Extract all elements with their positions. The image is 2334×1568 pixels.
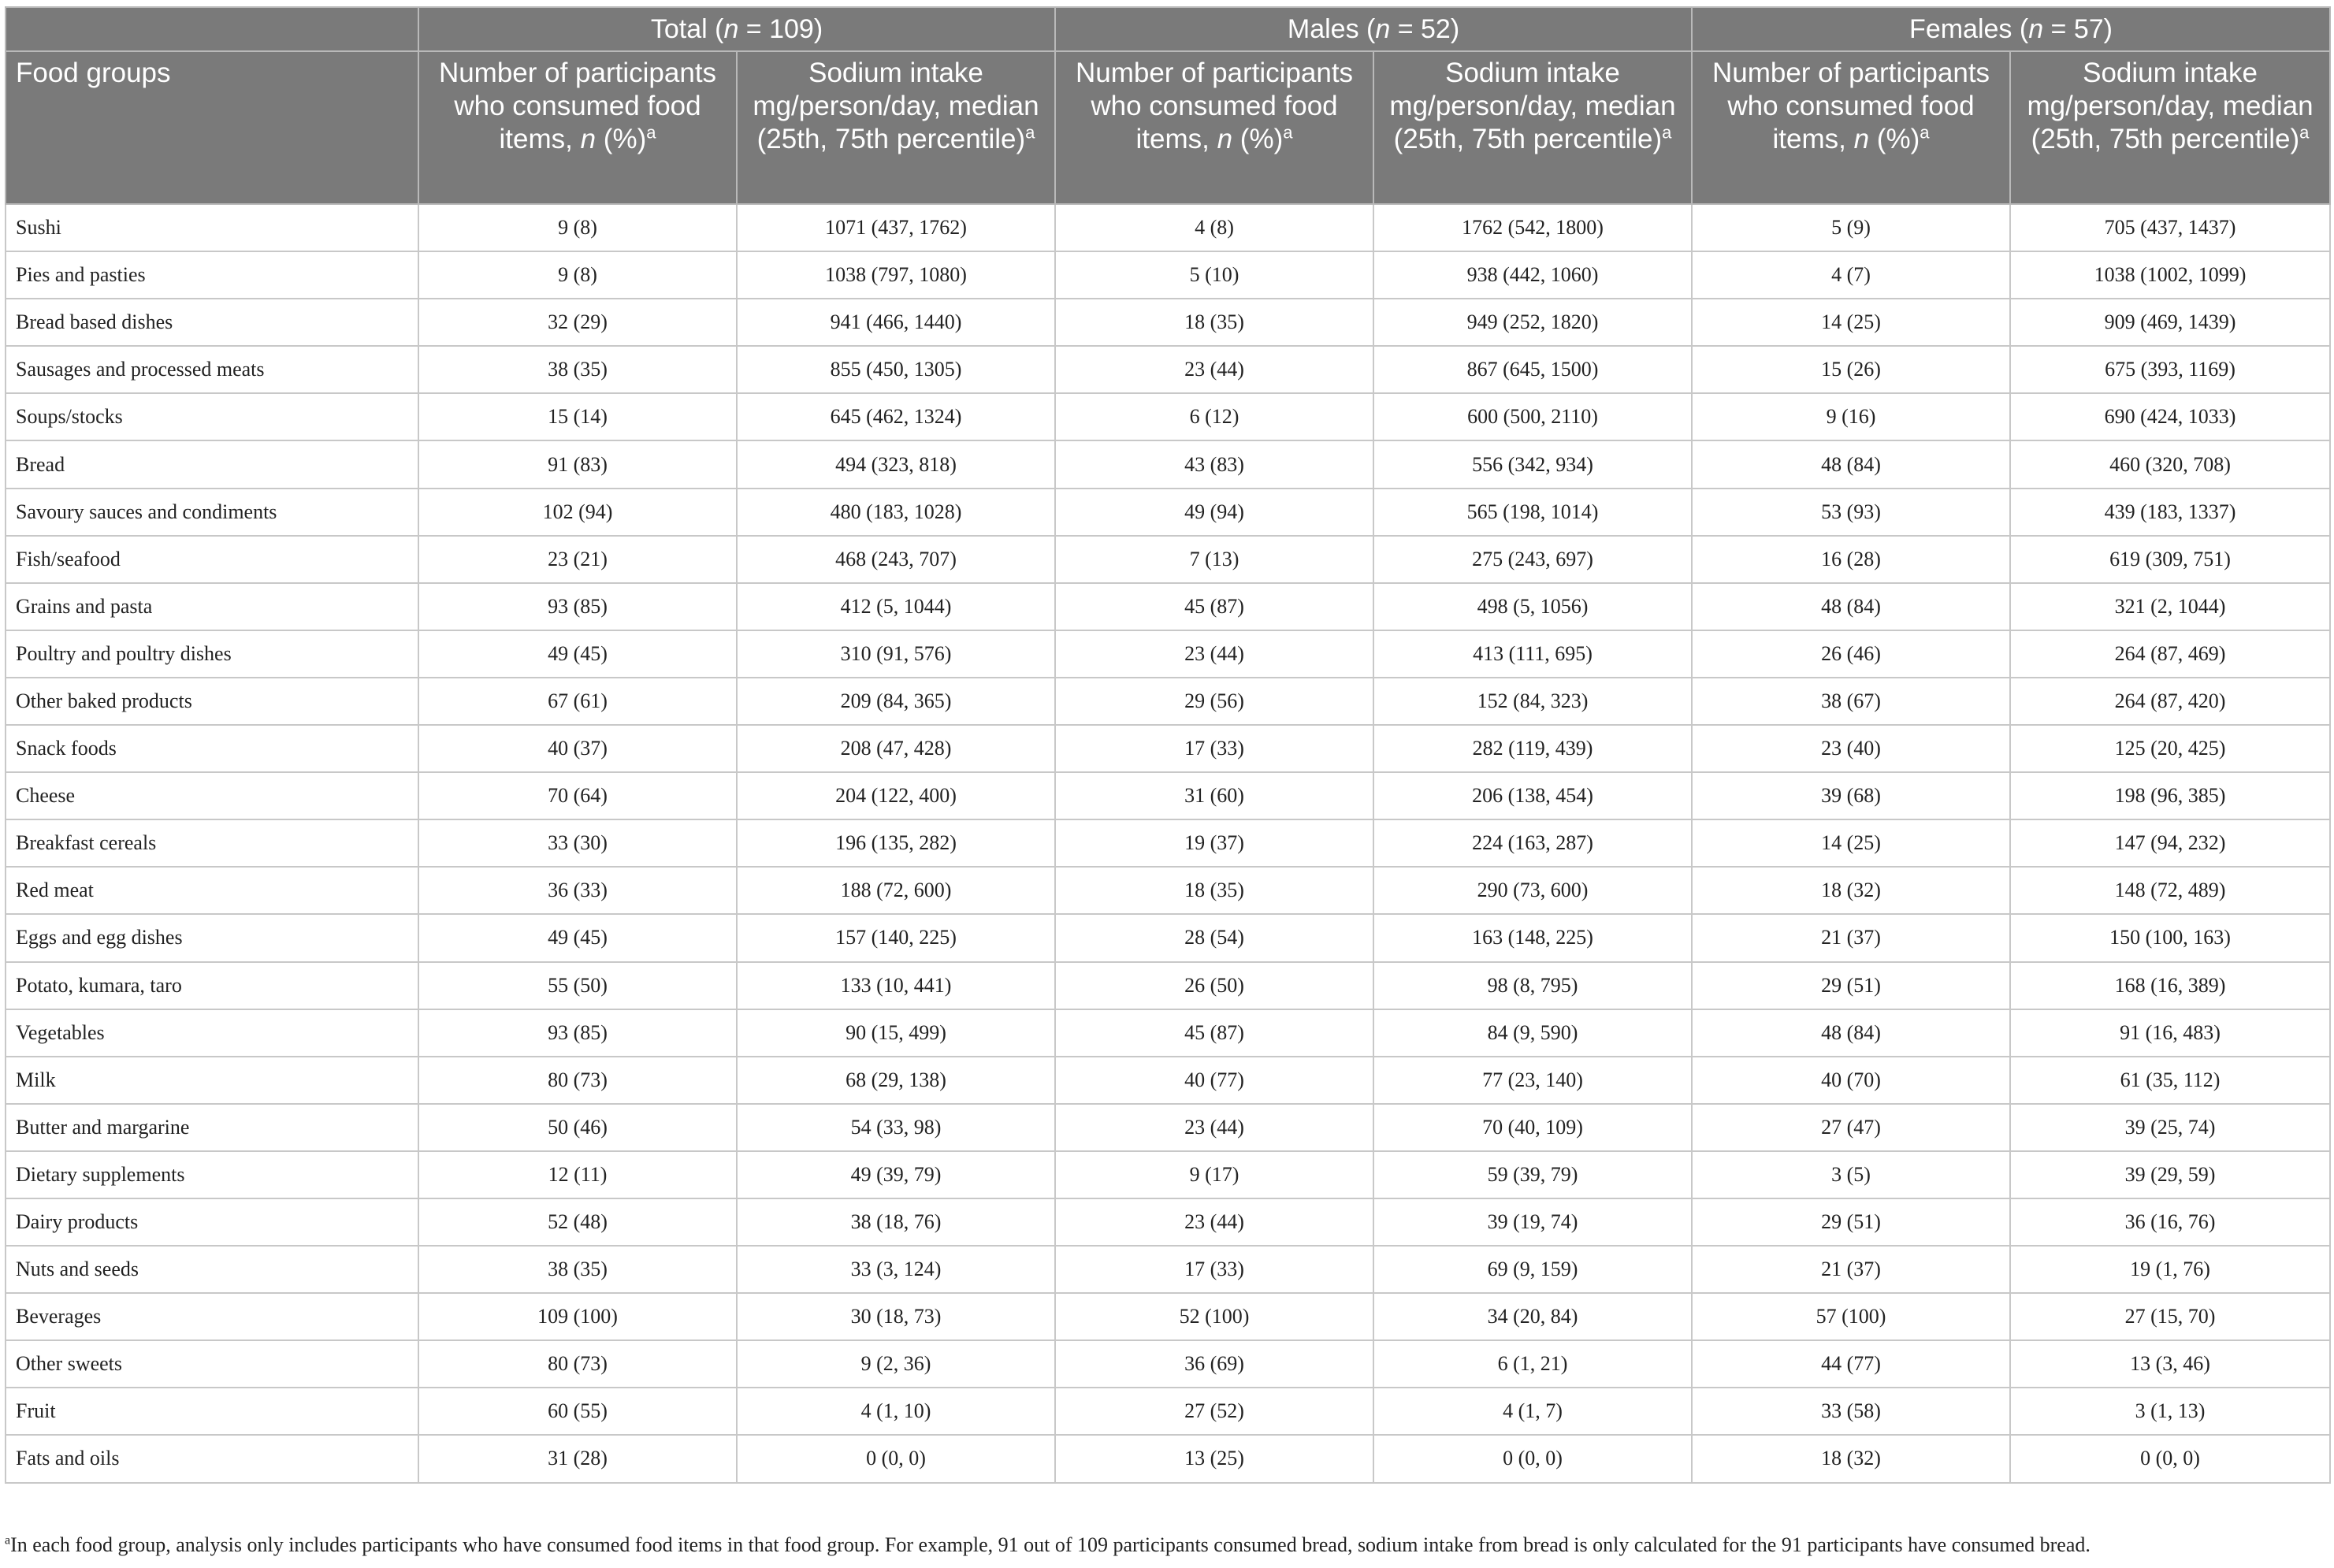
- table-row: [6, 1104, 2330, 1151]
- females-count-cell: 16 (28): [1692, 536, 2010, 583]
- table-row: [6, 489, 2330, 536]
- females-count-cell: 3 (5): [1692, 1151, 2010, 1198]
- table-row: [6, 1293, 2330, 1340]
- food-group-cell: Other baked products: [6, 678, 418, 725]
- table-row: [6, 772, 2330, 819]
- males-sodium-cell: 34 (20, 84): [1373, 1293, 1692, 1340]
- total-sodium-cell: 133 (10, 441): [737, 962, 1055, 1009]
- table-row: [6, 1151, 2330, 1198]
- total-sodium-cell: 54 (33, 98): [737, 1104, 1055, 1151]
- total-count-cell: 49 (45): [418, 630, 737, 678]
- column-header-males-sodium: Sodium intake mg/person/day, median (25th, 75th percentile)$^a$: [1373, 51, 1692, 204]
- total-sodium-cell: 208 (47, 428): [737, 725, 1055, 772]
- males-count-cell: 23 (44): [1055, 630, 1373, 678]
- total-sodium-cell: 494 (323, 818): [737, 440, 1055, 488]
- males-count-cell: 43 (83): [1055, 440, 1373, 488]
- food-group-cell: Other sweets: [6, 1340, 418, 1388]
- males-count-cell: 52 (100): [1055, 1293, 1373, 1340]
- food-group-cell: Bread based dishes: [6, 299, 418, 346]
- food-group-cell: Red meat: [6, 867, 418, 914]
- sodium-intake-table: [5, 6, 2331, 1484]
- column-header-total-sodium: Sodium intake mg/person/day, median (25th, 75th percentile)$^a$: [737, 51, 1055, 204]
- females-count-cell: 9 (16): [1692, 393, 2010, 440]
- males-sodium-cell: 84 (9, 590): [1373, 1009, 1692, 1057]
- males-count-cell: 29 (56): [1055, 678, 1373, 725]
- table-row: [6, 962, 2330, 1009]
- males-sodium-cell: 6 (1, 21): [1373, 1340, 1692, 1388]
- males-sodium-cell: 4 (1, 7): [1373, 1388, 1692, 1435]
- table-row: [6, 1198, 2330, 1246]
- males-count-cell: 5 (10): [1055, 251, 1373, 299]
- column-header-females-sodium: Sodium intake mg/person/day, median (25th, 75th percentile)$^a$: [2010, 51, 2330, 204]
- food-group-cell: Cheese: [6, 772, 418, 819]
- females-sodium-cell: 909 (469, 1439): [2010, 299, 2330, 346]
- males-count-cell: 18 (35): [1055, 867, 1373, 914]
- column-header-males-count: Number of participants who consumed food items, n (%)$^a$: [1055, 51, 1373, 204]
- table-row: [6, 725, 2330, 772]
- group-header-total: Total (n = 109): [418, 7, 1055, 51]
- food-group-cell: Sushi: [6, 204, 418, 251]
- food-group-cell: Sausages and processed meats: [6, 346, 418, 393]
- females-sodium-cell: 147 (94, 232): [2010, 819, 2330, 867]
- females-count-cell: 38 (67): [1692, 678, 2010, 725]
- food-group-cell: Nuts and seeds: [6, 1246, 418, 1293]
- males-sodium-cell: 98 (8, 795): [1373, 962, 1692, 1009]
- females-count-cell: 39 (68): [1692, 772, 2010, 819]
- females-count-cell: 5 (9): [1692, 204, 2010, 251]
- total-sodium-cell: 196 (135, 282): [737, 819, 1055, 867]
- females-count-cell: 53 (93): [1692, 489, 2010, 536]
- males-count-cell: 6 (12): [1055, 393, 1373, 440]
- food-group-cell: Fish/seafood: [6, 536, 418, 583]
- females-sodium-cell: 27 (15, 70): [2010, 1293, 2330, 1340]
- males-sodium-cell: 949 (252, 1820): [1373, 299, 1692, 346]
- table-row: [6, 299, 2330, 346]
- food-group-cell: Dietary supplements: [6, 1151, 418, 1198]
- total-count-cell: 109 (100): [418, 1293, 737, 1340]
- males-count-cell: 40 (77): [1055, 1057, 1373, 1104]
- females-count-cell: 26 (46): [1692, 630, 2010, 678]
- females-count-cell: 21 (37): [1692, 914, 2010, 961]
- table-row: [6, 1009, 2330, 1057]
- females-count-cell: 27 (47): [1692, 1104, 2010, 1151]
- total-count-cell: 50 (46): [418, 1104, 737, 1151]
- males-count-cell: 4 (8): [1055, 204, 1373, 251]
- total-sodium-cell: 188 (72, 600): [737, 867, 1055, 914]
- males-count-cell: 23 (44): [1055, 346, 1373, 393]
- females-sodium-cell: 13 (3, 46): [2010, 1340, 2330, 1388]
- total-count-cell: 33 (30): [418, 819, 737, 867]
- females-count-cell: 15 (26): [1692, 346, 2010, 393]
- table-row: [6, 536, 2330, 583]
- total-count-cell: 38 (35): [418, 346, 737, 393]
- total-sodium-cell: 30 (18, 73): [737, 1293, 1055, 1340]
- food-group-cell: Savoury sauces and condiments: [6, 489, 418, 536]
- females-sodium-cell: 168 (16, 389): [2010, 962, 2330, 1009]
- males-count-cell: 45 (87): [1055, 583, 1373, 630]
- table-row: [6, 630, 2330, 678]
- total-sodium-cell: 4 (1, 10): [737, 1388, 1055, 1435]
- females-sodium-cell: 148 (72, 489): [2010, 867, 2330, 914]
- group-header-females: Females (n = 57): [1692, 7, 2330, 51]
- females-sodium-cell: 1038 (1002, 1099): [2010, 251, 2330, 299]
- table-row: [6, 1340, 2330, 1388]
- table-row: [6, 251, 2330, 299]
- column-header-total-count: Number of participants who consumed food items, n (%)$^a$: [418, 51, 737, 204]
- total-count-cell: 9 (8): [418, 204, 737, 251]
- total-sodium-cell: 33 (3, 124): [737, 1246, 1055, 1293]
- males-sodium-cell: 498 (5, 1056): [1373, 583, 1692, 630]
- females-count-cell: 21 (37): [1692, 1246, 2010, 1293]
- total-sodium-cell: 157 (140, 225): [737, 914, 1055, 961]
- total-count-cell: 55 (50): [418, 962, 737, 1009]
- females-count-cell: 40 (70): [1692, 1057, 2010, 1104]
- column-header-row: [6, 51, 2330, 204]
- males-sodium-cell: 152 (84, 323): [1373, 678, 1692, 725]
- females-count-cell: 48 (84): [1692, 583, 2010, 630]
- males-count-cell: 17 (33): [1055, 725, 1373, 772]
- males-sodium-cell: 224 (163, 287): [1373, 819, 1692, 867]
- total-sodium-cell: 1038 (797, 1080): [737, 251, 1055, 299]
- males-count-cell: 28 (54): [1055, 914, 1373, 961]
- food-group-cell: Eggs and egg dishes: [6, 914, 418, 961]
- food-group-cell: Fats and oils: [6, 1435, 418, 1482]
- food-group-cell: Dairy products: [6, 1198, 418, 1246]
- males-sodium-cell: 39 (19, 74): [1373, 1198, 1692, 1246]
- females-sodium-cell: 619 (309, 751): [2010, 536, 2330, 583]
- males-sodium-cell: 59 (39, 79): [1373, 1151, 1692, 1198]
- males-count-cell: 23 (44): [1055, 1104, 1373, 1151]
- females-sodium-cell: 150 (100, 163): [2010, 914, 2330, 961]
- females-count-cell: 18 (32): [1692, 867, 2010, 914]
- males-count-cell: 7 (13): [1055, 536, 1373, 583]
- males-sodium-cell: 565 (198, 1014): [1373, 489, 1692, 536]
- females-sodium-cell: 91 (16, 483): [2010, 1009, 2330, 1057]
- total-count-cell: 80 (73): [418, 1340, 737, 1388]
- total-sodium-cell: 90 (15, 499): [737, 1009, 1055, 1057]
- table-row: [6, 346, 2330, 393]
- males-count-cell: 31 (60): [1055, 772, 1373, 819]
- column-header-food-groups: Food groups: [6, 51, 418, 204]
- males-count-cell: 19 (37): [1055, 819, 1373, 867]
- males-sodium-cell: 1762 (542, 1800): [1373, 204, 1692, 251]
- females-count-cell: 44 (77): [1692, 1340, 2010, 1388]
- total-count-cell: 31 (28): [418, 1435, 737, 1482]
- total-sodium-cell: 855 (450, 1305): [737, 346, 1055, 393]
- females-count-cell: 48 (84): [1692, 440, 2010, 488]
- males-count-cell: 27 (52): [1055, 1388, 1373, 1435]
- females-count-cell: 14 (25): [1692, 819, 2010, 867]
- food-group-cell: Poultry and poultry dishes: [6, 630, 418, 678]
- food-group-cell: Soups/stocks: [6, 393, 418, 440]
- females-count-cell: 29 (51): [1692, 1198, 2010, 1246]
- females-sodium-cell: 0 (0, 0): [2010, 1435, 2330, 1482]
- total-count-cell: 9 (8): [418, 251, 737, 299]
- total-count-cell: 91 (83): [418, 440, 737, 488]
- males-count-cell: 36 (69): [1055, 1340, 1373, 1388]
- males-sodium-cell: 70 (40, 109): [1373, 1104, 1692, 1151]
- table-row: [6, 204, 2330, 251]
- males-sodium-cell: 290 (73, 600): [1373, 867, 1692, 914]
- females-sodium-cell: 321 (2, 1044): [2010, 583, 2330, 630]
- females-sodium-cell: 705 (437, 1437): [2010, 204, 2330, 251]
- total-sodium-cell: 9 (2, 36): [737, 1340, 1055, 1388]
- food-group-cell: Vegetables: [6, 1009, 418, 1057]
- total-count-cell: 38 (35): [418, 1246, 737, 1293]
- total-count-cell: 52 (48): [418, 1198, 737, 1246]
- food-group-cell: Snack foods: [6, 725, 418, 772]
- males-count-cell: 49 (94): [1055, 489, 1373, 536]
- males-sodium-cell: 556 (342, 934): [1373, 440, 1692, 488]
- females-count-cell: 33 (58): [1692, 1388, 2010, 1435]
- males-count-cell: 23 (44): [1055, 1198, 1373, 1246]
- males-count-cell: 45 (87): [1055, 1009, 1373, 1057]
- females-sodium-cell: 690 (424, 1033): [2010, 393, 2330, 440]
- total-count-cell: 102 (94): [418, 489, 737, 536]
- food-group-cell: Fruit: [6, 1388, 418, 1435]
- females-count-cell: 18 (32): [1692, 1435, 2010, 1482]
- food-group-cell: Potato, kumara, taro: [6, 962, 418, 1009]
- group-header-males: Males (n = 52): [1055, 7, 1692, 51]
- males-sodium-cell: 206 (138, 454): [1373, 772, 1692, 819]
- total-sodium-cell: 645 (462, 1324): [737, 393, 1055, 440]
- food-group-cell: Grains and pasta: [6, 583, 418, 630]
- table-row: [6, 1246, 2330, 1293]
- females-count-cell: 57 (100): [1692, 1293, 2010, 1340]
- total-sodium-cell: 38 (18, 76): [737, 1198, 1055, 1246]
- total-sodium-cell: 1071 (437, 1762): [737, 204, 1055, 251]
- table-row: [6, 678, 2330, 725]
- total-sodium-cell: 0 (0, 0): [737, 1435, 1055, 1482]
- males-sodium-cell: 275 (243, 697): [1373, 536, 1692, 583]
- total-sodium-cell: 310 (91, 576): [737, 630, 1055, 678]
- males-count-cell: 17 (33): [1055, 1246, 1373, 1293]
- table-row: [6, 1057, 2330, 1104]
- total-sodium-cell: 480 (183, 1028): [737, 489, 1055, 536]
- females-sodium-cell: 264 (87, 420): [2010, 678, 2330, 725]
- females-sodium-cell: 125 (20, 425): [2010, 725, 2330, 772]
- total-sodium-cell: 941 (466, 1440): [737, 299, 1055, 346]
- total-sodium-cell: 412 (5, 1044): [737, 583, 1055, 630]
- food-group-cell: Pies and pasties: [6, 251, 418, 299]
- group-header-row: [6, 7, 2330, 51]
- total-sodium-cell: 49 (39, 79): [737, 1151, 1055, 1198]
- group-header-blank: [6, 7, 418, 51]
- total-sodium-cell: 209 (84, 365): [737, 678, 1055, 725]
- table-row: [6, 819, 2330, 867]
- females-sodium-cell: 460 (320, 708): [2010, 440, 2330, 488]
- total-count-cell: 23 (21): [418, 536, 737, 583]
- total-sodium-cell: 468 (243, 707): [737, 536, 1055, 583]
- females-count-cell: 4 (7): [1692, 251, 2010, 299]
- males-sodium-cell: 413 (111, 695): [1373, 630, 1692, 678]
- females-sodium-cell: 39 (25, 74): [2010, 1104, 2330, 1151]
- total-count-cell: 40 (37): [418, 725, 737, 772]
- table-row: [6, 1435, 2330, 1482]
- food-group-cell: Milk: [6, 1057, 418, 1104]
- table-body: [6, 204, 2330, 1483]
- table-row: [6, 1388, 2330, 1435]
- table-row: [6, 867, 2330, 914]
- total-count-cell: 80 (73): [418, 1057, 737, 1104]
- females-sodium-cell: 264 (87, 469): [2010, 630, 2330, 678]
- food-group-cell: Butter and margarine: [6, 1104, 418, 1151]
- males-sodium-cell: 282 (119, 439): [1373, 725, 1692, 772]
- table-row: [6, 583, 2330, 630]
- males-sodium-cell: 77 (23, 140): [1373, 1057, 1692, 1104]
- table-footnote: $^a$In each food group, analysis only includes participants who have consumed food items in that food group. For example, 91 out of 109 participants consumed bread, sodium intake from bread is only calculated for the 91 participants have consumed bread.: [5, 1533, 2091, 1556]
- males-sodium-cell: 0 (0, 0): [1373, 1435, 1692, 1482]
- total-count-cell: 67 (61): [418, 678, 737, 725]
- males-count-cell: 26 (50): [1055, 962, 1373, 1009]
- table-row: [6, 440, 2330, 488]
- females-count-cell: 48 (84): [1692, 1009, 2010, 1057]
- total-sodium-cell: 204 (122, 400): [737, 772, 1055, 819]
- total-count-cell: 60 (55): [418, 1388, 737, 1435]
- males-count-cell: 9 (17): [1055, 1151, 1373, 1198]
- males-sodium-cell: 600 (500, 2110): [1373, 393, 1692, 440]
- sodium-intake-table-container: [5, 6, 2329, 1484]
- total-count-cell: 49 (45): [418, 914, 737, 961]
- females-sodium-cell: 61 (35, 112): [2010, 1057, 2330, 1104]
- males-sodium-cell: 69 (9, 159): [1373, 1246, 1692, 1293]
- females-sodium-cell: 19 (1, 76): [2010, 1246, 2330, 1293]
- females-sodium-cell: 36 (16, 76): [2010, 1198, 2330, 1246]
- females-sodium-cell: 675 (393, 1169): [2010, 346, 2330, 393]
- total-count-cell: 70 (64): [418, 772, 737, 819]
- total-count-cell: 12 (11): [418, 1151, 737, 1198]
- column-header-females-count: Number of participants who consumed food items, n (%)$^a$: [1692, 51, 2010, 204]
- females-sodium-cell: 3 (1, 13): [2010, 1388, 2330, 1435]
- food-group-cell: Breakfast cereals: [6, 819, 418, 867]
- total-count-cell: 32 (29): [418, 299, 737, 346]
- females-sodium-cell: 439 (183, 1337): [2010, 489, 2330, 536]
- males-sodium-cell: 938 (442, 1060): [1373, 251, 1692, 299]
- females-count-cell: 23 (40): [1692, 725, 2010, 772]
- food-group-cell: Bread: [6, 440, 418, 488]
- total-count-cell: 15 (14): [418, 393, 737, 440]
- females-count-cell: 14 (25): [1692, 299, 2010, 346]
- table-row: [6, 914, 2330, 961]
- males-sodium-cell: 163 (148, 225): [1373, 914, 1692, 961]
- males-count-cell: 18 (35): [1055, 299, 1373, 346]
- total-count-cell: 93 (85): [418, 1009, 737, 1057]
- males-sodium-cell: 867 (645, 1500): [1373, 346, 1692, 393]
- males-count-cell: 13 (25): [1055, 1435, 1373, 1482]
- total-count-cell: 93 (85): [418, 583, 737, 630]
- total-sodium-cell: 68 (29, 138): [737, 1057, 1055, 1104]
- females-sodium-cell: 198 (96, 385): [2010, 772, 2330, 819]
- food-group-cell: Beverages: [6, 1293, 418, 1340]
- females-sodium-cell: 39 (29, 59): [2010, 1151, 2330, 1198]
- females-count-cell: 29 (51): [1692, 962, 2010, 1009]
- total-count-cell: 36 (33): [418, 867, 737, 914]
- table-row: [6, 393, 2330, 440]
